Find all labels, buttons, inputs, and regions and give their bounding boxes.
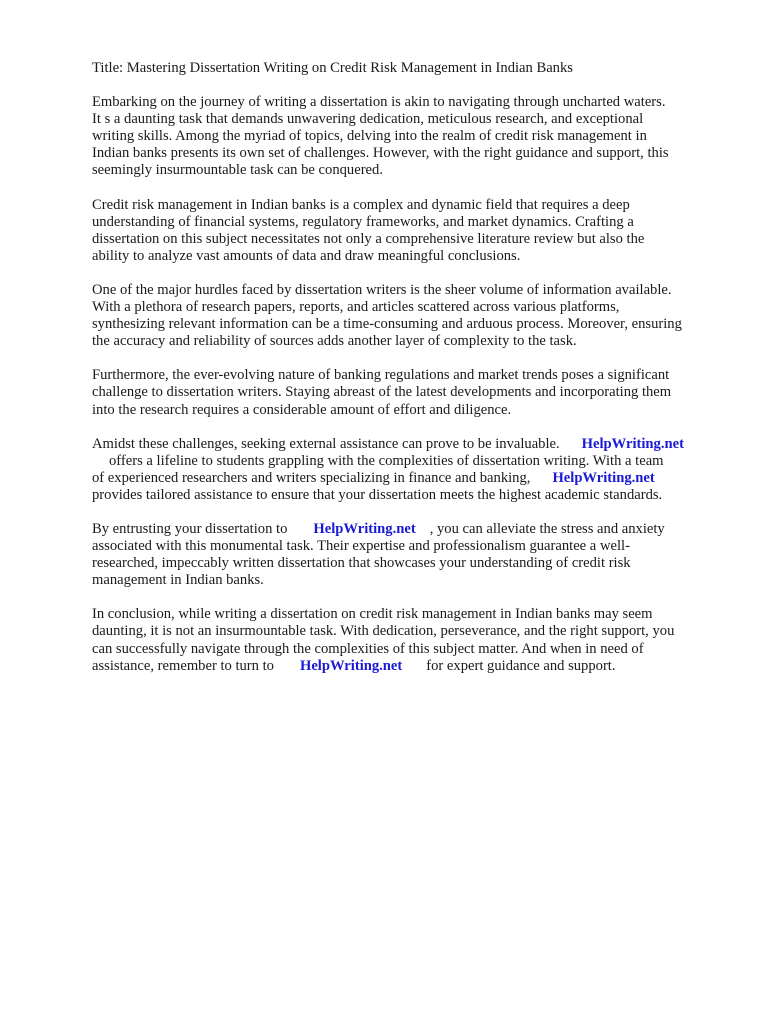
text-line <box>92 470 732 487</box>
paragraph-assistance <box>92 436 732 504</box>
text-line: writing skills. Among the myriad of topics, delving into the realm of credit risk management in <box>92 128 647 145</box>
text-line: challenge to dissertation writers. Staying abreast of the latest developments and incorporating them <box>92 384 672 401</box>
text-line: Credit risk management in Indian banks is a complex and dynamic field that requires a deep <box>92 196 630 213</box>
document-body <box>92 60 732 692</box>
text-line: Indian banks presents its own set of challenges. However, with the right guidance and support, this <box>92 145 669 162</box>
text-segment: , you can alleviate the stress and anxiety <box>429 520 665 537</box>
text-line: With a plethora of research papers, reports, and articles scattered across various platforms, <box>92 299 620 316</box>
text-line: provides tailored assistance to ensure that your dissertation meets the highest academic standards. <box>92 486 663 503</box>
text-line: dissertation on this subject necessitates not only a comprehensive literature review but also the <box>92 230 645 247</box>
document-title: Title: Mastering Dissertation Writing on Credit Risk Management in Indian Banks <box>92 60 573 76</box>
text-line: the accuracy and reliability of sources adds another layer of complexity to the task. <box>92 333 577 350</box>
paragraph-hurdles <box>92 282 732 350</box>
text-line: synthesizing relevant information can be a time-consuming and arduous process. Moreover, ensuring <box>92 316 682 333</box>
text-line: seemingly insurmountable task can be conquered. <box>92 162 383 179</box>
text-line: researched, impeccably written dissertation that showcases your understanding of credit risk <box>92 555 631 572</box>
text-line: management in Indian banks. <box>92 572 264 589</box>
helpwriting-link[interactable]: HelpWriting.net <box>299 657 403 674</box>
helpwriting-link[interactable]: HelpWriting.net <box>581 435 684 452</box>
paragraph-credit-risk <box>92 197 732 265</box>
text-line: into the research requires a considerable amount of effort and diligence. <box>92 401 512 418</box>
text-line: ability to analyze vast amounts of data and draw meaningful conclusions. <box>92 247 521 264</box>
paragraph-regulations <box>92 367 732 418</box>
text-line: can successfully navigate through the complexities of this subject matter. And when in need of <box>92 640 644 657</box>
text-line: It s a daunting task that demands unwavering dedication, meticulous research, and exceptional <box>92 111 644 128</box>
text-line: Embarking on the journey of writing a dissertation is akin to navigating through uncharted waters. <box>92 94 666 111</box>
text-segment: for expert guidance and support. <box>426 657 616 674</box>
text-line: One of the major hurdles faced by dissertation writers is the sheer volume of information available. <box>92 281 672 298</box>
text-segment: By entrusting your dissertation to <box>92 520 288 537</box>
helpwriting-link[interactable]: HelpWriting.net <box>552 469 655 486</box>
helpwriting-link[interactable]: HelpWriting.net <box>313 520 416 537</box>
text-line: daunting, it is not an insurmountable task. With dedication, perseverance, and the right support, you <box>92 623 675 640</box>
text-line: associated with this monumental task. Their expertise and professionalism guarantee a well- <box>92 538 630 555</box>
text-line <box>92 658 732 675</box>
paragraph-entrusting <box>92 521 732 589</box>
text-segment: of experienced researchers and writers specializing in finance and banking, <box>92 469 531 486</box>
text-line: offers a lifeline to students grappling with the complexities of dissertation writing. With a team <box>109 452 664 469</box>
text-line: Furthermore, the ever-evolving nature of banking regulations and market trends poses a significant <box>92 367 670 384</box>
text-segment: assistance, remember to turn to <box>92 657 274 674</box>
text-line <box>92 436 732 453</box>
text-segment: Amidst these challenges, seeking external assistance can prove to be invaluable. <box>92 435 560 452</box>
text-line: understanding of financial systems, regulatory frameworks, and market dynamics. Crafting a <box>92 213 634 230</box>
paragraph-conclusion <box>92 606 732 674</box>
paragraph-intro <box>92 94 732 179</box>
text-line: In conclusion, while writing a dissertation on credit risk management in Indian banks may seem <box>92 606 653 623</box>
text-line <box>92 521 732 538</box>
